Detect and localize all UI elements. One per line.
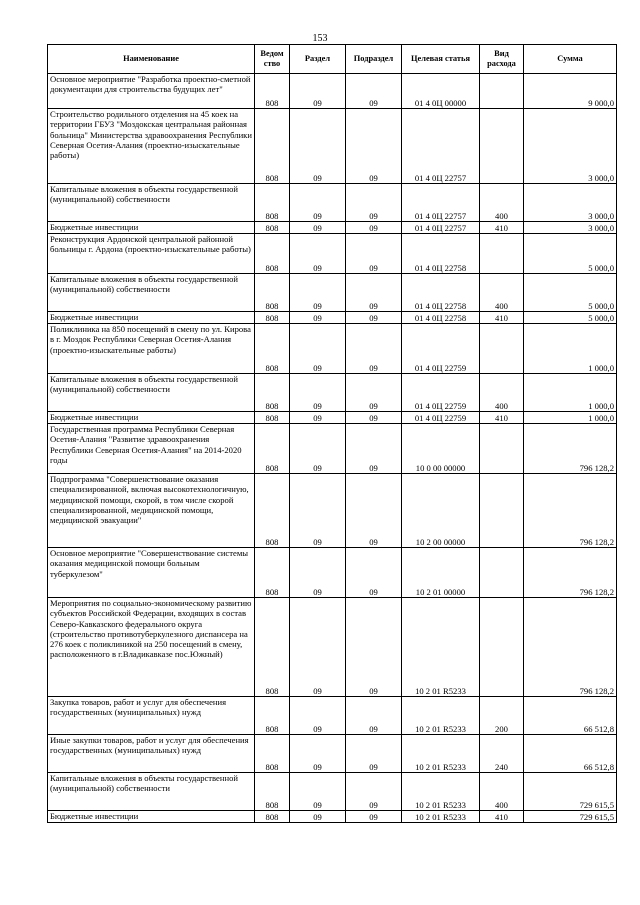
table-row [48,274,617,312]
row-name: Закупка товаров, работ и услуг для обеспечения государственных (муниципальных) нужд [48,697,255,735]
row-dept: 808 [255,424,290,474]
row-expense: 410 [480,222,524,234]
row-expense: 240 [480,735,524,773]
row-target: 01 4 0Ц 22758 [402,274,480,312]
row-subsection: 09 [346,697,402,735]
row-sum: 796 128,2 [524,474,617,548]
row-section: 09 [290,773,346,811]
row-dept: 808 [255,598,290,697]
table-row [48,811,617,823]
row-expense [480,424,524,474]
row-sum: 3 000,0 [524,222,617,234]
table-row [48,598,617,697]
row-section: 09 [290,274,346,312]
row-target: 01 4 0Ц 22757 [402,184,480,222]
table-row [48,773,617,811]
row-target: 01 4 0Ц 22757 [402,109,480,184]
row-sum: 5 000,0 [524,312,617,324]
row-name: Поликлиника на 850 посещений в смену по ул. Кирова в г. Моздок Республики Северная Осетия-Алания (проектно-изыскательные работы) [48,324,255,374]
row-sum: 796 128,2 [524,548,617,598]
row-subsection: 09 [346,184,402,222]
table-row [48,735,617,773]
row-name: Капитальные вложения в объекты государственной (муниципальной) собственности [48,274,255,312]
table-row [48,74,617,109]
row-sum: 66 512,8 [524,697,617,735]
row-subsection: 09 [346,773,402,811]
table-row [48,222,617,234]
row-sum: 729 615,5 [524,773,617,811]
row-dept: 808 [255,324,290,374]
row-section: 09 [290,324,346,374]
row-dept: 808 [255,222,290,234]
row-expense [480,548,524,598]
row-name: Капитальные вложения в объекты государственной (муниципальной) собственности [48,773,255,811]
row-sum: 1 000,0 [524,412,617,424]
table-row [48,109,617,184]
row-sum: 1 000,0 [524,374,617,412]
row-sum: 796 128,2 [524,598,617,697]
row-section: 09 [290,184,346,222]
row-subsection: 09 [346,548,402,598]
row-name: Основное мероприятие "Совершенствование системы оказания медицинской помощи больным туберкулезом" [48,548,255,598]
budget-table [47,44,617,823]
row-section: 09 [290,598,346,697]
row-dept: 808 [255,374,290,412]
header-expense: Вид расхода [480,45,524,74]
row-dept: 808 [255,109,290,184]
row-expense: 400 [480,374,524,412]
row-target: 01 4 0Ц 22759 [402,374,480,412]
row-dept: 808 [255,548,290,598]
row-subsection: 09 [346,735,402,773]
row-sum: 66 512,8 [524,735,617,773]
row-target: 10 2 01 00000 [402,548,480,598]
row-section: 09 [290,412,346,424]
row-expense: 400 [480,274,524,312]
row-sum: 9 000,0 [524,74,617,109]
row-subsection: 09 [346,374,402,412]
row-dept: 808 [255,274,290,312]
row-name: Бюджетные инвестиции [48,222,255,234]
table-row [48,234,617,274]
table-row [48,424,617,474]
row-expense [480,109,524,184]
row-subsection: 09 [346,598,402,697]
row-dept: 808 [255,811,290,823]
table-header-row [48,45,617,74]
row-subsection: 09 [346,324,402,374]
row-sum: 5 000,0 [524,234,617,274]
row-target: 10 2 01 R5233 [402,598,480,697]
row-expense [480,234,524,274]
row-section: 09 [290,74,346,109]
row-subsection: 09 [346,234,402,274]
row-dept: 808 [255,773,290,811]
row-sum: 3 000,0 [524,109,617,184]
row-name: Капитальные вложения в объекты государственной (муниципальной) собственности [48,374,255,412]
row-expense: 410 [480,811,524,823]
table-row [48,324,617,374]
row-name: Подпрограмма "Совершенствование оказания специализированной, включая высокотехнологичную, медицинской помощи, скорой, в том числе скорой специализированной, медицинской помощи, медицинской эвакуации" [48,474,255,548]
row-target: 01 4 0Ц 22758 [402,234,480,274]
row-name: Бюджетные инвестиции [48,412,255,424]
row-target: 10 2 00 00000 [402,474,480,548]
row-name: Бюджетные инвестиции [48,811,255,823]
header-subsection: Подраздел [346,45,402,74]
row-target: 01 4 0Ц 00000 [402,74,480,109]
row-name: Основное мероприятие "Разработка проектно-сметной документации для строительства будущих лет" [48,74,255,109]
row-target: 10 2 01 R5233 [402,735,480,773]
row-dept: 808 [255,312,290,324]
table-row [48,474,617,548]
row-dept: 808 [255,412,290,424]
row-target: 10 2 01 R5233 [402,697,480,735]
row-expense [480,74,524,109]
row-target: 01 4 0Ц 22759 [402,324,480,374]
row-subsection: 09 [346,474,402,548]
table-row [48,312,617,324]
row-section: 09 [290,474,346,548]
row-target: 01 4 0Ц 22758 [402,312,480,324]
row-sum: 1 000,0 [524,324,617,374]
row-section: 09 [290,312,346,324]
row-expense [480,598,524,697]
row-target: 10 2 01 R5233 [402,811,480,823]
row-section: 09 [290,697,346,735]
row-target: 10 0 00 00000 [402,424,480,474]
header-sum: Сумма [524,45,617,74]
row-subsection: 09 [346,274,402,312]
row-subsection: 09 [346,74,402,109]
row-expense: 410 [480,312,524,324]
row-expense: 410 [480,412,524,424]
row-expense [480,324,524,374]
row-name: Мероприятия по социально-экономическому развитию субъектов Российской Федерации, входящих в состав Северо-Кавказского федерального округа (строительство противотуберкулезного диспансера на 276 коек с поликлиникой на 250 посещений в смену, расположенного в г.Владикавказе пос.Южный) [48,598,255,697]
row-name: Государственная программа Республики Северная Осетия-Алания "Развитие здравоохранения Республики Северная Осетия-Алания" на 2014-2020 годы [48,424,255,474]
row-sum: 5 000,0 [524,274,617,312]
row-name: Строительство родильного отделения на 45 коек на территории ГБУЗ "Моздокская центральная районная больница" Министерства здравоохранения Республики Северная Осетия-Алания (проектно-изыскательные работы) [48,109,255,184]
row-dept: 808 [255,234,290,274]
row-sum: 796 128,2 [524,424,617,474]
row-subsection: 09 [346,109,402,184]
row-section: 09 [290,374,346,412]
row-dept: 808 [255,697,290,735]
row-dept: 808 [255,184,290,222]
header-target: Целевая статья [402,45,480,74]
row-subsection: 09 [346,222,402,234]
header-name: Наименование [48,45,255,74]
row-subsection: 09 [346,424,402,474]
row-target: 01 4 0Ц 22759 [402,412,480,424]
header-section: Раздел [290,45,346,74]
row-sum: 3 000,0 [524,184,617,222]
row-subsection: 09 [346,811,402,823]
row-name: Капитальные вложения в объекты государственной (муниципальной) собственности [48,184,255,222]
row-section: 09 [290,234,346,274]
table-row [48,697,617,735]
row-expense: 200 [480,697,524,735]
row-section: 09 [290,735,346,773]
row-name: Бюджетные инвестиции [48,312,255,324]
row-name: Иные закупки товаров, работ и услуг для обеспечения государственных (муниципальных) нужд [48,735,255,773]
row-expense: 400 [480,184,524,222]
header-dept: Ведом ство [255,45,290,74]
table-row [48,412,617,424]
row-section: 09 [290,222,346,234]
row-name: Реконструкция Ардонской центральной районной больницы г. Ардона (проектно-изыскательные работы) [48,234,255,274]
table-row [48,374,617,412]
row-dept: 808 [255,474,290,548]
row-sum: 729 615,5 [524,811,617,823]
row-expense [480,474,524,548]
table-row [48,548,617,598]
row-subsection: 09 [346,312,402,324]
row-section: 09 [290,548,346,598]
row-dept: 808 [255,74,290,109]
row-target: 01 4 0Ц 22757 [402,222,480,234]
page-number: 153 [312,33,328,44]
row-section: 09 [290,109,346,184]
row-dept: 808 [255,735,290,773]
row-subsection: 09 [346,412,402,424]
row-target: 10 2 01 R5233 [402,773,480,811]
table-row [48,184,617,222]
row-section: 09 [290,811,346,823]
row-section: 09 [290,424,346,474]
row-expense: 400 [480,773,524,811]
